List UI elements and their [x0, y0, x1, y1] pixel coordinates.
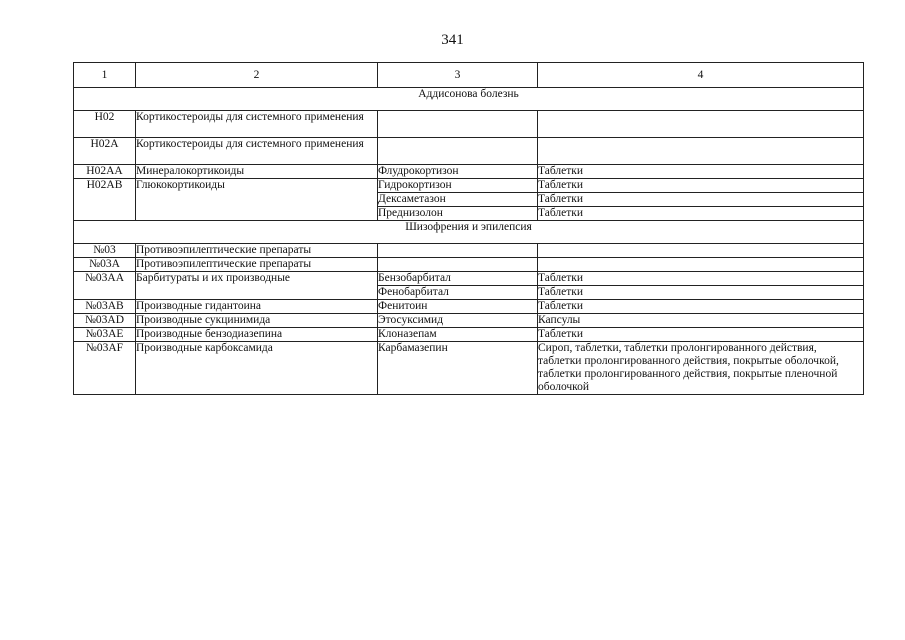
table-row: [74, 342, 864, 395]
atc-code: H02AA: [74, 165, 136, 179]
column-header-1: 1: [74, 63, 136, 88]
table-row: [74, 258, 864, 272]
dosage-form: Таблетки: [538, 286, 864, 300]
dosage-form: [538, 244, 864, 258]
dosage-form: [538, 138, 864, 165]
group-name: Кортикостероиды для системного применения: [136, 138, 378, 165]
table-row: [74, 314, 864, 328]
table-row: [74, 165, 864, 179]
section-row: [74, 221, 864, 244]
atc-code: №03AD: [74, 314, 136, 328]
group-name: Барбитураты и их производные: [136, 272, 378, 300]
atc-code: №03AB: [74, 300, 136, 314]
drug-name: Флудрокортизон: [378, 165, 538, 179]
dosage-form: [538, 111, 864, 138]
drug-name: [378, 244, 538, 258]
dosage-form: Капсулы: [538, 314, 864, 328]
atc-code: H02: [74, 111, 136, 138]
atc-code: №03AF: [74, 342, 136, 395]
atc-code: H02AB: [74, 179, 136, 221]
column-header-3: 3: [378, 63, 538, 88]
atc-code: №03AA: [74, 272, 136, 300]
section-title: Шизофрения и эпилепсия: [74, 221, 864, 244]
drug-name: Дексаметазон: [378, 193, 538, 207]
drug-name: Клоназепам: [378, 328, 538, 342]
header-row: [74, 63, 864, 88]
section-title: Аддисонова болезнь: [74, 88, 864, 111]
group-name: Производные карбоксамида: [136, 342, 378, 395]
drug-table: [73, 62, 864, 395]
drug-name: [378, 111, 538, 138]
drug-name: Гидрокортизон: [378, 179, 538, 193]
drug-name: Бензобарбитал: [378, 272, 538, 286]
column-header-4: 4: [538, 63, 864, 88]
group-name: Противоэпилептические препараты: [136, 244, 378, 258]
group-name: Противоэпилептические препараты: [136, 258, 378, 272]
section-row: [74, 88, 864, 111]
table-row: [74, 300, 864, 314]
dosage-form: [538, 258, 864, 272]
atc-code: №03AE: [74, 328, 136, 342]
drug-name: Фенобарбитал: [378, 286, 538, 300]
dosage-form: Таблетки: [538, 193, 864, 207]
drug-name: Преднизолон: [378, 207, 538, 221]
table-row: [74, 138, 864, 165]
dosage-form: Таблетки: [538, 165, 864, 179]
dosage-form: Таблетки: [538, 272, 864, 286]
group-name: Производные сукцинимида: [136, 314, 378, 328]
dosage-form: Таблетки: [538, 300, 864, 314]
dosage-form: Таблетки: [538, 328, 864, 342]
table-row: [74, 111, 864, 138]
table-row: [74, 328, 864, 342]
dosage-form: Таблетки: [538, 207, 864, 221]
column-header-2: 2: [136, 63, 378, 88]
group-name: Минералокортикоиды: [136, 165, 378, 179]
atc-code: №03A: [74, 258, 136, 272]
dosage-form: Сироп, таблетки, таблетки пролонгированного действия, таблетки пролонгированного действия, покрытые оболочкой, таблетки пролонгированного действия, покрытые пленочной оболочкой: [538, 342, 864, 395]
drug-name: Этосуксимид: [378, 314, 538, 328]
table-row: [74, 272, 864, 286]
page-number: 341: [441, 32, 464, 48]
group-name: Производные бензодиазепина: [136, 328, 378, 342]
group-name: Глюкокортикоиды: [136, 179, 378, 221]
table-row: [74, 244, 864, 258]
dosage-form: Таблетки: [538, 179, 864, 193]
atc-code: H02A: [74, 138, 136, 165]
table-row: [74, 179, 864, 193]
group-name: Производные гидантоина: [136, 300, 378, 314]
drug-name: [378, 138, 538, 165]
drug-name: [378, 258, 538, 272]
drug-name: Фенитоин: [378, 300, 538, 314]
atc-code: №03: [74, 244, 136, 258]
drug-name: Карбамазепин: [378, 342, 538, 395]
group-name: Кортикостероиды для системного применения: [136, 111, 378, 138]
